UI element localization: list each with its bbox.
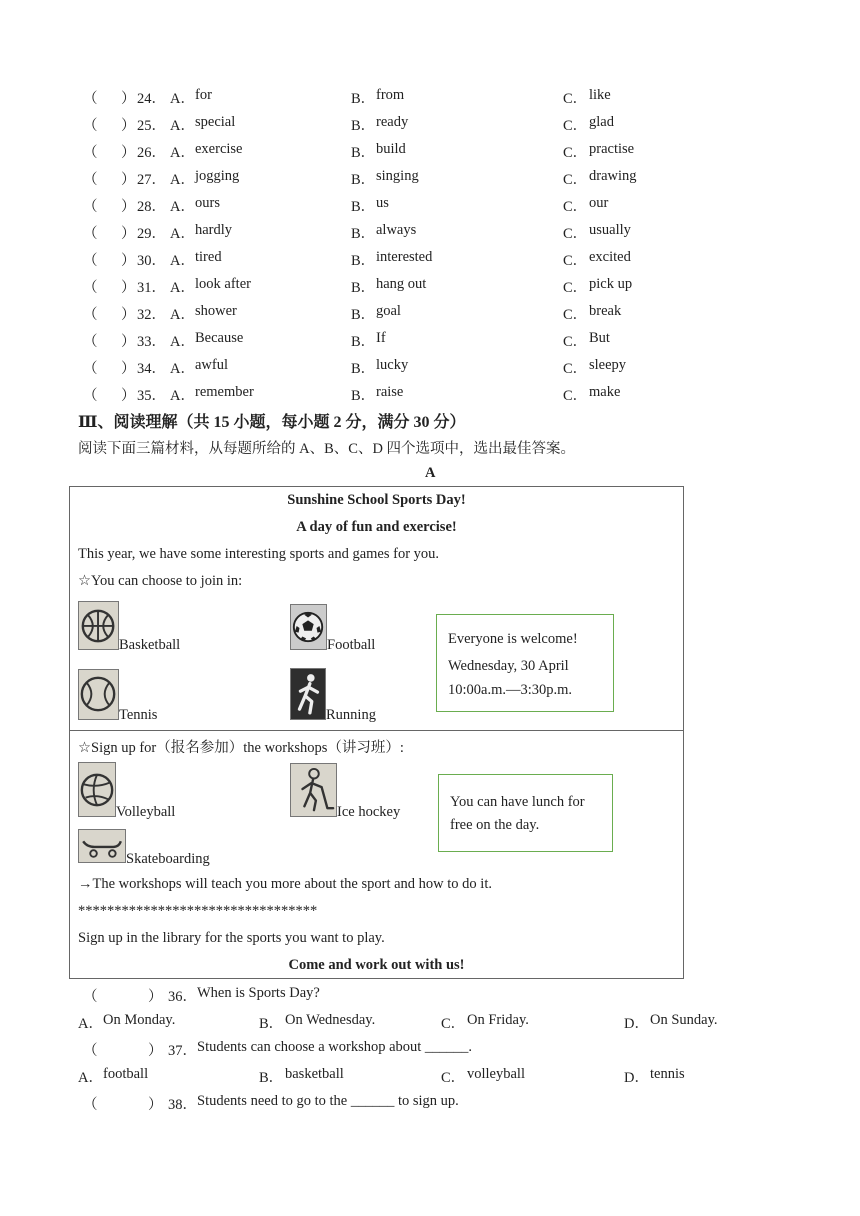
sport-label-basketball: Basketball: [119, 637, 181, 653]
option-a[interactable]: hardly: [195, 222, 233, 238]
option-b-prefix: B．: [351, 226, 376, 242]
option-a-prefix: A．: [170, 118, 195, 134]
option-b[interactable]: lucky: [376, 357, 409, 373]
option-c[interactable]: usually: [589, 222, 631, 238]
option-b[interactable]: ready: [376, 114, 409, 130]
option-a-prefix: A．: [170, 253, 195, 269]
option-a[interactable]: shower: [195, 303, 237, 319]
cloze-row: [0, 87, 860, 109]
option-c-prefix: C．: [441, 1016, 466, 1032]
answer-paren-open[interactable]: （: [83, 199, 98, 215]
option-b-prefix: B．: [351, 199, 376, 215]
cloze-row: [0, 384, 860, 406]
option-b-prefix: B．: [351, 334, 376, 350]
option-b[interactable]: always: [376, 222, 417, 238]
option-c[interactable]: sleepy: [589, 357, 627, 373]
option-b-prefix: B．: [351, 280, 376, 296]
instructions: 阅读下面三篇材料，从每题所给的 A、B、C、D 四个选项中，选出最佳答案。: [78, 441, 576, 457]
question-number: 38．: [168, 1097, 197, 1113]
option-b[interactable]: basketball: [285, 1066, 344, 1082]
cloze-row: [0, 168, 860, 190]
answer-paren-close: ）: [148, 989, 163, 1005]
basketball-icon: [78, 601, 119, 650]
option-d-prefix: D．: [624, 1016, 649, 1032]
question-number: 37．: [168, 1043, 197, 1059]
answer-paren-close: ）: [121, 280, 136, 296]
option-c[interactable]: our: [589, 195, 609, 211]
question-number: 35．: [137, 388, 166, 404]
option-b[interactable]: hang out: [376, 276, 427, 292]
option-c[interactable]: like: [589, 87, 611, 103]
cloze-row: [0, 141, 860, 163]
answer-paren-close: ）: [148, 1097, 163, 1113]
answer-paren-open[interactable]: （: [83, 388, 98, 404]
option-c-prefix: C．: [563, 280, 588, 296]
option-c[interactable]: volleyball: [467, 1066, 525, 1082]
answer-paren-open[interactable]: （: [83, 91, 98, 107]
cloze-row: [0, 276, 860, 298]
option-a[interactable]: ours: [195, 195, 220, 211]
answer-paren-close: ）: [121, 199, 136, 215]
option-c-prefix: C．: [563, 118, 588, 134]
option-c[interactable]: glad: [589, 114, 614, 130]
option-c-prefix: C．: [563, 145, 588, 161]
answer-paren-close: ）: [121, 118, 136, 134]
question-text: Students can choose a workshop about ______.: [197, 1039, 473, 1055]
option-b[interactable]: singing: [376, 168, 419, 184]
answer-paren-close: ）: [121, 145, 136, 161]
question-text: When is Sports Day?: [197, 985, 320, 1001]
answer-paren-open[interactable]: （: [83, 989, 98, 1005]
option-a[interactable]: tired: [195, 249, 222, 265]
cloze-row: [0, 222, 860, 244]
option-a-prefix: A．: [170, 199, 195, 215]
question-number: 27．: [137, 172, 166, 188]
option-d[interactable]: tennis: [650, 1066, 685, 1082]
option-a[interactable]: special: [195, 114, 236, 130]
lunch-line-1: You can have lunch for: [450, 794, 585, 810]
question-number: 34．: [137, 361, 166, 377]
option-c-prefix: C．: [563, 199, 588, 215]
answer-paren-open[interactable]: （: [83, 253, 98, 269]
choose-heading: ☆You can choose to join in:: [78, 573, 243, 589]
lunch-line-2: free on the day.: [450, 817, 540, 833]
question-number: 26．: [137, 145, 166, 161]
answer-paren-close: ）: [121, 172, 136, 188]
option-b-prefix: B．: [259, 1070, 284, 1086]
question-number: 24．: [137, 91, 166, 107]
option-b[interactable]: If: [376, 330, 386, 346]
poster-subtitle: A day of fun and exercise!: [296, 519, 457, 535]
question-number: 28．: [137, 199, 166, 215]
option-b[interactable]: goal: [376, 303, 401, 319]
option-c[interactable]: pick up: [589, 276, 633, 292]
option-b[interactable]: build: [376, 141, 406, 157]
option-a[interactable]: awful: [195, 357, 229, 373]
option-a-prefix: A．: [170, 91, 195, 107]
option-a[interactable]: Because: [195, 330, 244, 346]
event-date: Wednesday, 30 April: [448, 658, 569, 674]
option-a[interactable]: jogging: [195, 168, 240, 184]
option-c-prefix: C．: [563, 226, 588, 242]
cloze-row: [0, 303, 860, 325]
option-c-prefix: C．: [563, 91, 588, 107]
answer-paren-open[interactable]: （: [83, 1097, 98, 1113]
answer-paren-close: ）: [121, 334, 136, 350]
option-a-prefix: A．: [78, 1016, 103, 1032]
option-b-prefix: B．: [351, 307, 376, 323]
welcome-text: Everyone is welcome!: [448, 631, 578, 647]
passage-label: A: [425, 465, 436, 481]
workshop-label-volleyball: Volleyball: [116, 804, 176, 820]
answer-paren-open[interactable]: （: [83, 361, 98, 377]
option-c[interactable]: make: [589, 384, 621, 400]
answer-paren-close: ）: [121, 91, 136, 107]
option-b[interactable]: from: [376, 87, 405, 103]
option-d[interactable]: On Sunday.: [650, 1012, 718, 1028]
workshop-heading: ☆Sign up for（报名参加）the workshops（讲习班）:: [78, 740, 404, 756]
answer-paren-open[interactable]: （: [83, 280, 98, 296]
workshop-label-ice-hockey: Ice hockey: [337, 804, 401, 820]
option-c-prefix: C．: [563, 307, 588, 323]
question-number: 25．: [137, 118, 166, 134]
option-b[interactable]: On Wednesday.: [285, 1012, 376, 1028]
workshop-label-skateboarding: Skateboarding: [126, 851, 210, 867]
option-d-prefix: D．: [624, 1070, 649, 1086]
answer-paren-open[interactable]: （: [83, 226, 98, 242]
option-a-prefix: A．: [170, 280, 195, 296]
option-b[interactable]: interested: [376, 249, 433, 265]
answer-paren-close: ）: [121, 226, 136, 242]
option-a[interactable]: exercise: [195, 141, 243, 157]
skateboard-icon: [78, 829, 126, 863]
answer-paren-close: ）: [121, 388, 136, 404]
option-a[interactable]: look after: [195, 276, 251, 292]
option-a-prefix: A．: [170, 172, 195, 188]
sport-label-running: Running: [326, 707, 376, 723]
sport-label-tennis: Tennis: [119, 707, 158, 723]
option-a[interactable]: On Monday.: [103, 1012, 176, 1028]
option-c[interactable]: practise: [589, 141, 635, 157]
answer-paren-close: ）: [121, 307, 136, 323]
option-b-prefix: B．: [351, 145, 376, 161]
option-b-prefix: B．: [351, 118, 376, 134]
answer-paren-open[interactable]: （: [83, 334, 98, 350]
option-b-prefix: B．: [351, 253, 376, 269]
option-a-prefix: A．: [170, 226, 195, 242]
option-a-prefix: A．: [170, 388, 195, 404]
option-b[interactable]: us: [376, 195, 389, 211]
option-b-prefix: B．: [351, 388, 376, 404]
poster-closing: Come and work out with us!: [288, 957, 465, 973]
option-c-prefix: C．: [563, 334, 588, 350]
question-text: Students need to go to the ______ to sign up.: [197, 1093, 459, 1109]
option-b[interactable]: raise: [376, 384, 404, 400]
answer-paren-open[interactable]: （: [83, 307, 98, 323]
football-icon: [290, 604, 327, 650]
volleyball-icon: [78, 762, 116, 817]
option-a-prefix: A．: [170, 145, 195, 161]
workshop-note: →The workshops will teach you more about the sport and how to do it.: [78, 876, 492, 892]
option-c[interactable]: drawing: [589, 168, 637, 184]
option-a-prefix: A．: [170, 361, 195, 377]
option-c-prefix: C．: [563, 253, 588, 269]
poster-title: Sunshine School Sports Day!: [287, 492, 466, 508]
option-c-prefix: C．: [563, 388, 588, 404]
section-title: Ⅲ、阅读理解（共 15 小题，每小题 2 分，满分 30 分）: [78, 414, 466, 431]
option-c[interactable]: break: [589, 303, 622, 319]
answer-paren-open[interactable]: （: [83, 172, 98, 188]
option-a[interactable]: for: [195, 87, 212, 103]
event-time: 10:00a.m.—3:30p.m.: [448, 682, 573, 698]
option-b-prefix: B．: [351, 172, 376, 188]
question-number: 31．: [137, 280, 166, 296]
cloze-row: [0, 249, 860, 271]
option-a-prefix: A．: [78, 1070, 103, 1086]
poster-divider: [69, 730, 684, 731]
question-number: 36．: [168, 989, 197, 1005]
signup-text: Sign up in the library for the sports you want to play.: [78, 930, 385, 946]
option-a-prefix: A．: [170, 334, 195, 350]
option-c[interactable]: But: [589, 330, 610, 346]
poster-intro: This year, we have some interesting sports and games for you.: [78, 546, 440, 562]
option-c-prefix: C．: [441, 1070, 466, 1086]
answer-paren-close: ）: [148, 1043, 163, 1059]
cloze-row: [0, 114, 860, 136]
cloze-row: [0, 195, 860, 217]
tennis-ball-icon: [78, 669, 119, 720]
option-c-prefix: C．: [563, 361, 588, 377]
cloze-row: [0, 357, 860, 379]
star-divider: *********************************: [78, 903, 318, 919]
runner-icon: [290, 668, 326, 720]
answer-paren-close: ）: [121, 253, 136, 269]
option-b-prefix: B．: [351, 361, 376, 377]
question-number: 32．: [137, 307, 166, 323]
option-c[interactable]: On Friday.: [467, 1012, 529, 1028]
lunch-info-box: [438, 774, 613, 852]
question-number: 30．: [137, 253, 166, 269]
option-a[interactable]: football: [103, 1066, 149, 1082]
sport-label-football: Football: [327, 637, 376, 653]
cloze-row: [0, 330, 860, 352]
option-b-prefix: B．: [259, 1016, 284, 1032]
option-a[interactable]: remember: [195, 384, 254, 400]
answer-paren-open[interactable]: （: [83, 145, 98, 161]
option-c-prefix: C．: [563, 172, 588, 188]
option-c[interactable]: excited: [589, 249, 631, 265]
answer-paren-close: ）: [121, 361, 136, 377]
question-number: 33．: [137, 334, 166, 350]
option-a-prefix: A．: [170, 307, 195, 323]
option-b-prefix: B．: [351, 91, 376, 107]
ice-hockey-player-icon: [290, 763, 337, 817]
question-number: 29．: [137, 226, 166, 242]
answer-paren-open[interactable]: （: [83, 1043, 98, 1059]
answer-paren-open[interactable]: （: [83, 118, 98, 134]
